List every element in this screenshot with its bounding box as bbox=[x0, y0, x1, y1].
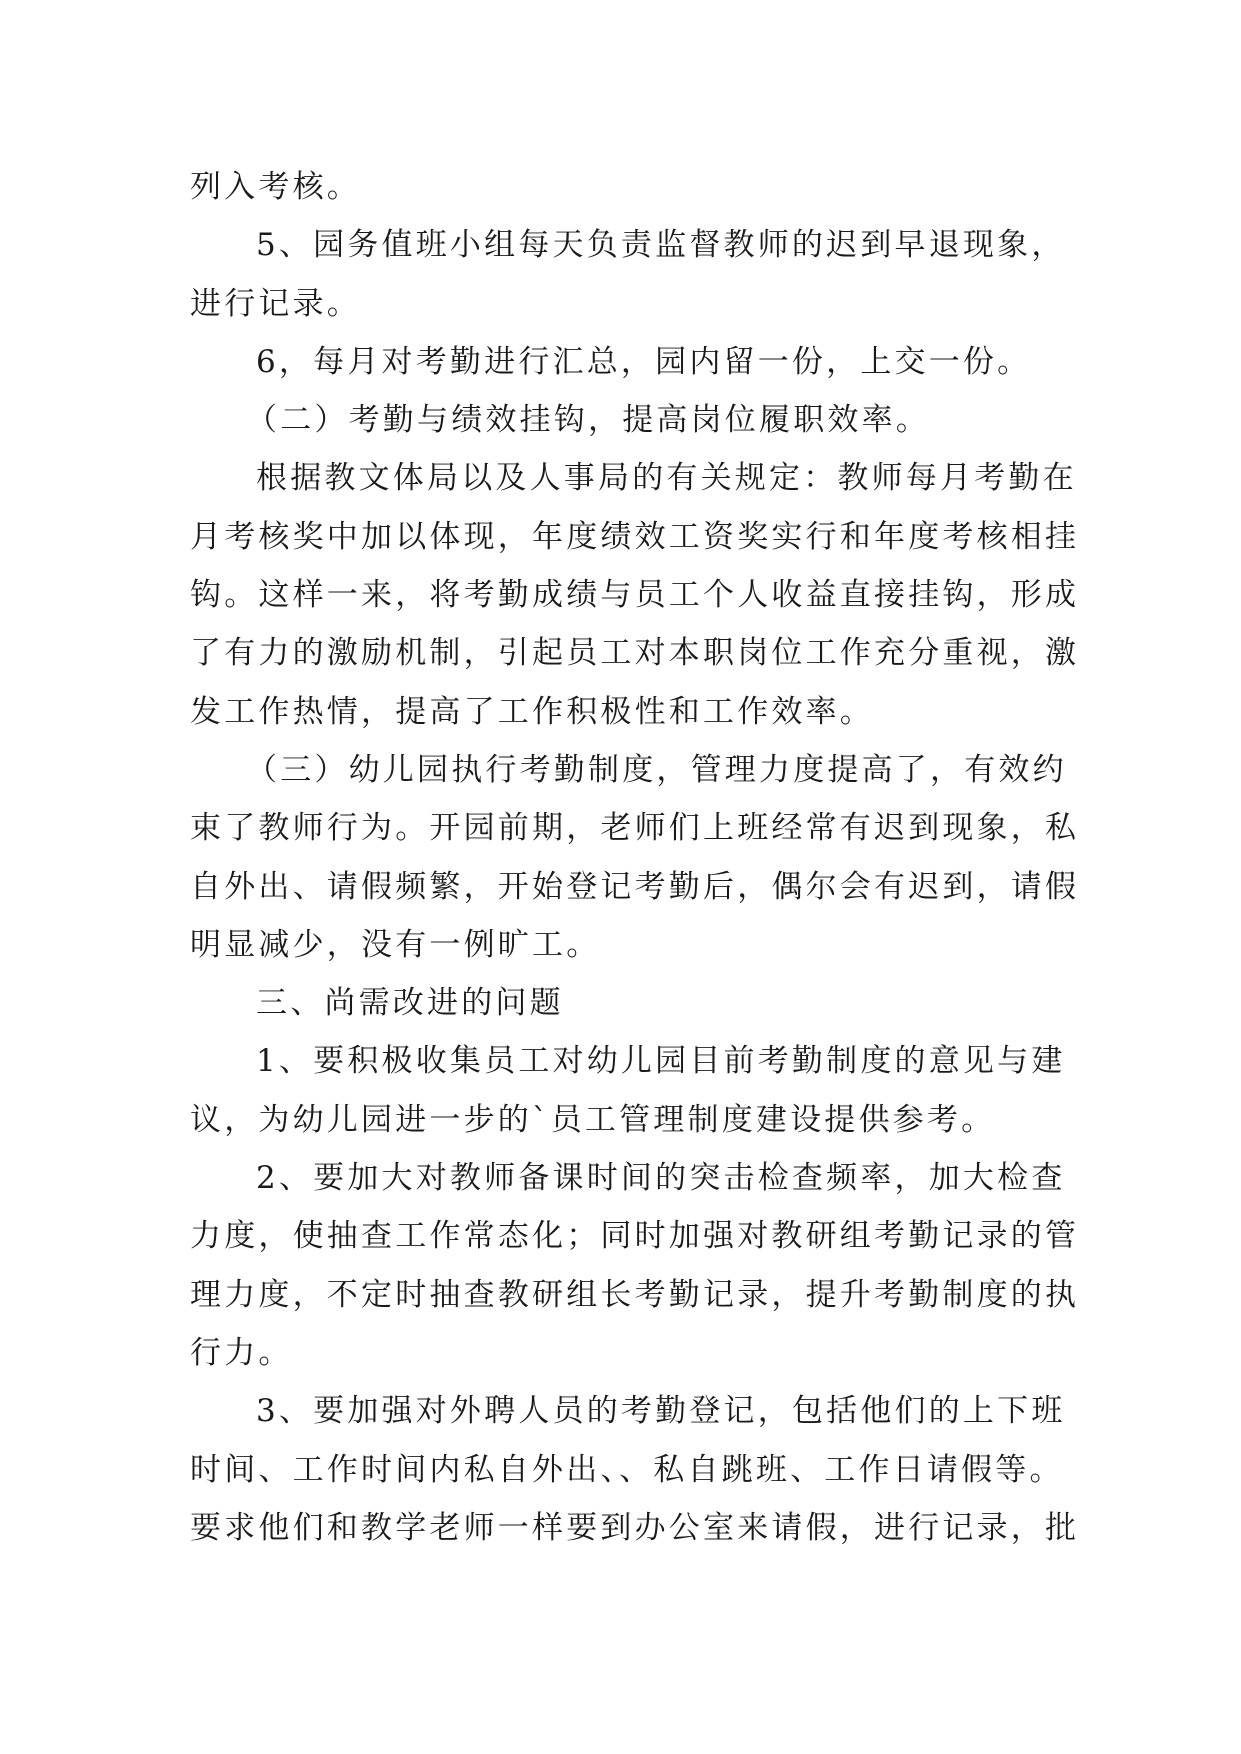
text-line: 议，为幼儿园进一步的`员工管理制度建设提供参考。 bbox=[190, 1101, 996, 1138]
text-line: 了有力的激励机制，引起员工对本职岗位工作充分重视，激 bbox=[190, 635, 1080, 672]
text-line: 束了教师行为。开园前期，老师们上班经常有迟到现象，私 bbox=[190, 810, 1080, 847]
text-line: 根据教文体局以及人事局的有关规定：教师每月考勤在 bbox=[256, 460, 1077, 497]
text-line: 1、要积极收集员工对幼儿园目前考勤制度的意见与建 bbox=[256, 1043, 1066, 1080]
text-line: 钩。这样一来，将考勤成绩与员工个人收益直接挂钩，形成 bbox=[190, 577, 1080, 614]
text-line: 力度，使抽查工作常态化；同时加强对教研组考勤记录的管 bbox=[190, 1218, 1080, 1255]
text-line: 自外出、请假频繁，开始登记考勤后，偶尔会有迟到，请假 bbox=[190, 868, 1080, 905]
text-line: 明显减少，没有一例旷工。 bbox=[190, 926, 601, 963]
text-line: 3、要加强对外聘人员的考勤登记，包括他们的上下班 bbox=[256, 1393, 1066, 1430]
text-line: 列入考核。 bbox=[190, 169, 361, 205]
section-heading: （三）幼儿园执行考勤制度，管理力度提高了，有效约 bbox=[246, 751, 1067, 788]
text-line: 理力度，不定时抽查教研组长考勤记录，提升考勤制度的执 bbox=[190, 1276, 1080, 1313]
section-heading: 三、尚需改进的问题 bbox=[256, 985, 564, 1022]
text-line: 月考核奖中加以体现，年度绩效工资奖实行和年度考核相挂 bbox=[190, 518, 1080, 555]
text-line: 2、要加大对教师备课时间的突击检查频率，加大检查 bbox=[256, 1160, 1066, 1197]
text-line: 5、园务值班小组每天负责监督教师的迟到早退现象， bbox=[256, 227, 1066, 264]
section-heading: （二）考勤与绩效挂钩，提高岗位履职效率。 bbox=[246, 402, 930, 439]
text-line: 时间、工作时间内私自外出、、私自跳班、工作日请假等。 bbox=[190, 1451, 1064, 1488]
text-line: 行力。 bbox=[190, 1334, 293, 1371]
text-line: 6，每月对考勤进行汇总，园内留一份，上交一份。 bbox=[256, 343, 1032, 380]
document-body bbox=[190, 158, 1080, 1557]
text-line: 要求他们和教学老师一样要到办公室来请假，进行记录，批 bbox=[190, 1509, 1080, 1546]
text-line: 进行记录。 bbox=[190, 285, 361, 322]
text-line: 发工作热情，提高了工作积极性和工作效率。 bbox=[190, 693, 874, 730]
